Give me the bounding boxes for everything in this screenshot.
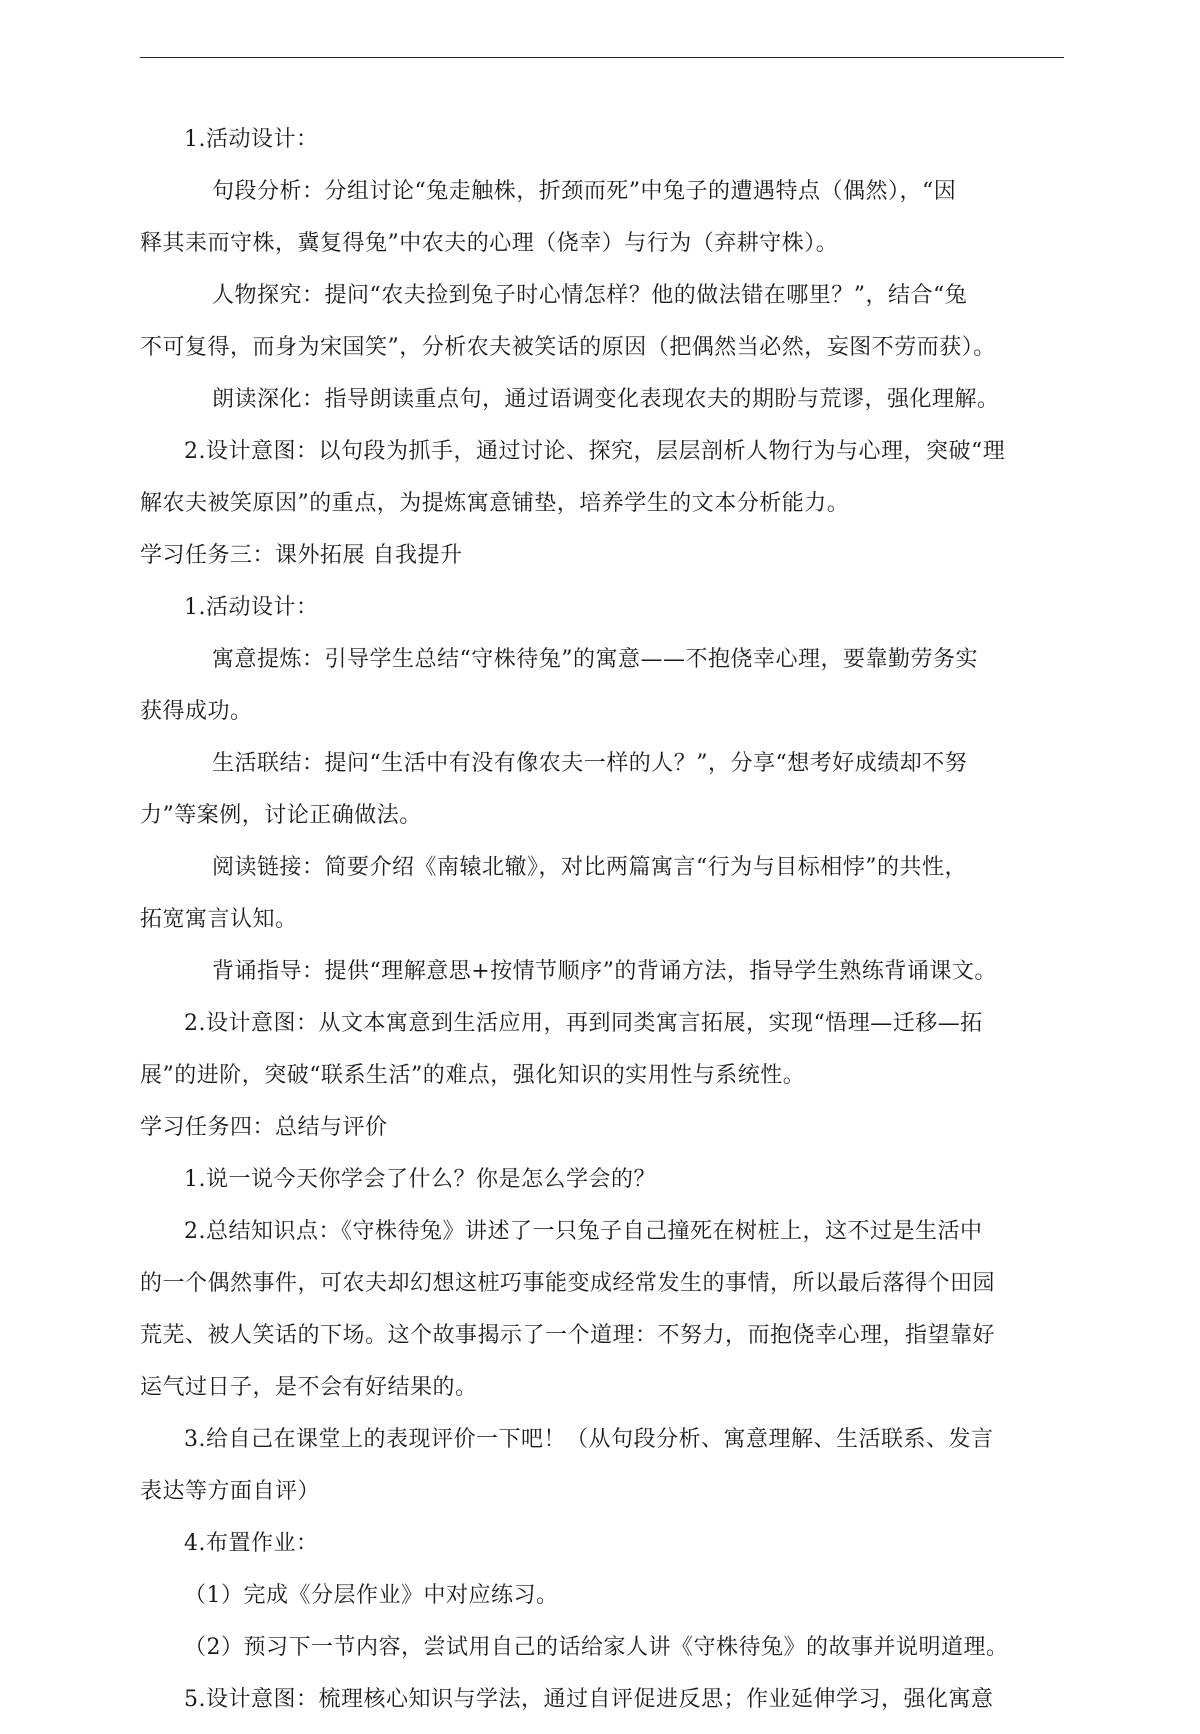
text-line: 寓意提炼：引导学生总结“守株待兔”的寓意——不抱侥幸心理，要靠勤劳务实	[212, 647, 978, 672]
text-line: 背诵指导：提供“理解意思+按情节顺序”的背诵方法，指导学生熟练背诵课文。	[212, 959, 997, 984]
text-line: 释其耒而守株，冀复得兔”中农夫的心理（侥幸）与行为（弃耕守株）。	[140, 231, 839, 256]
document-body	[140, 122, 1064, 1734]
text-line: 表达等方面自评）	[140, 1479, 321, 1504]
text-line: 运气过日子，是不会有好结果的。	[140, 1375, 478, 1400]
text-line: 解农夫被笑原因”的重点，为提炼寓意铺垫，培养学生的文本分析能力。	[140, 491, 850, 516]
text-line: 展”的进阶，突破“联系生活”的难点，强化知识的实用性与系统性。	[140, 1063, 806, 1088]
text-line: 学习任务四：总结与评价	[140, 1115, 388, 1140]
text-line: 朗读深化：指导朗读重点句，通过语调变化表现农夫的期盼与荒谬，强化理解。	[212, 387, 1000, 412]
text-line: 生活联结：提问“生活中有没有像农夫一样的人？”，分享“想考好成绩却不努	[212, 751, 968, 776]
text-line: 不可复得，而身为宋国笑”，分析农夫被笑话的原因（把偶然当必然，妄图不劳而获）。	[140, 335, 996, 360]
text-line: 3.给自己在课堂上的表现评价一下吧！（从句段分析、寓意理解、生活联系、发言	[184, 1427, 994, 1452]
text-line: 学习任务三：课外拓展 自我提升	[140, 543, 463, 568]
text-line: 人物探究：提问“农夫捡到兔子时心情怎样？他的做法错在哪里？”，结合“兔	[212, 283, 968, 308]
text-line: 句段分析：分组讨论“兔走触株，折颈而死”中兔子的遭遇特点（偶然），“因	[212, 179, 957, 204]
text-line: （2）预习下一节内容，尝试用自己的话给家人讲《守株待兔》的故事并说明道理。	[184, 1635, 1009, 1660]
header-rule	[140, 57, 1064, 58]
text-line: 阅读链接：简要介绍《南辕北辙》，对比两篇寓言“行为与目标相悖”的共性，	[212, 855, 967, 880]
text-line: （1）完成《分层作业》中对应练习。	[184, 1583, 559, 1608]
text-line: 2.设计意图：以句段为抓手，通过讨论、探究，层层剖析人物行为与心理，突破“理	[184, 439, 1006, 464]
text-line: 的一个偶然事件，可农夫却幻想这桩巧事能变成经常发生的事情，所以最后落得个田园	[140, 1271, 996, 1296]
text-line: 2.设计意图：从文本寓意到生活应用，再到同类寓言拓展，实现“悟理—迁移—拓	[184, 1011, 983, 1036]
text-line: 力”等案例，讨论正确做法。	[140, 803, 422, 828]
text-line: 获得成功。	[140, 699, 253, 724]
text-line: 2.总结知识点：《守株待兔》讲述了一只兔子自己撞死在树桩上，这不过是生活中	[184, 1219, 983, 1244]
text-line: 1.活动设计：	[184, 595, 319, 620]
text-line: 4.布置作业：	[184, 1531, 319, 1556]
text-line: 1.活动设计：	[184, 127, 319, 152]
text-line: 拓宽寓言认知。	[140, 907, 298, 932]
text-line: 5.设计意图：梳理核心知识与学法，通过自评促进反思；作业延伸学习，强化寓意	[184, 1687, 994, 1712]
text-line: 1.说一说今天你学会了什么？你是怎么学会的？	[184, 1167, 656, 1192]
text-line: 荒芜、被人笑话的下场。这个故事揭示了一个道理：不努力，而抱侥幸心理，指望靠好	[140, 1323, 996, 1348]
